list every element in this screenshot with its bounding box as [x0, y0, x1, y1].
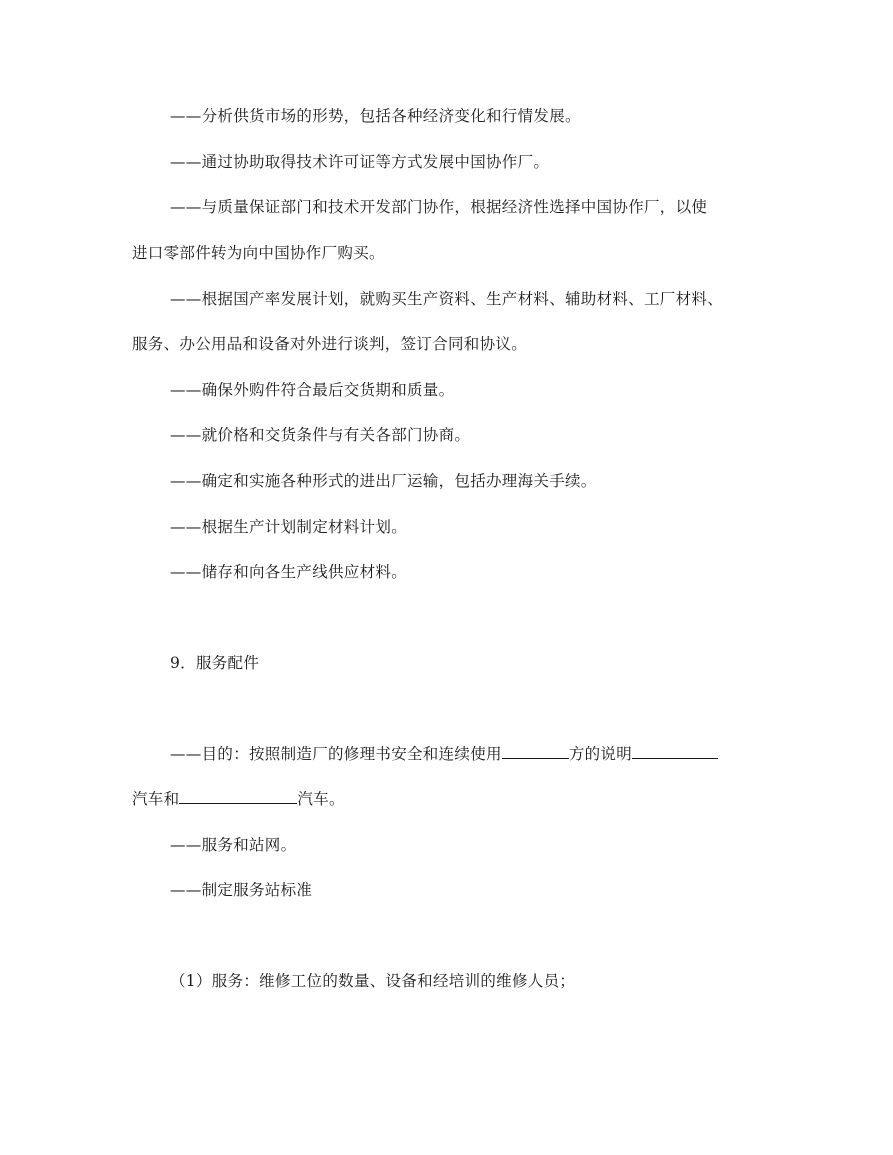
paragraph-service-standards: ——制定服务站标准	[170, 881, 313, 899]
paragraph-service-item-1: （1）服务：维修工位的数量、设备和经培训的维修人员；	[170, 972, 576, 990]
fill-in-blank	[632, 744, 718, 759]
purpose-text-4: 汽车。	[297, 790, 345, 808]
paragraph-negotiation-line1: ——根据国产率发展计划，就购买生产资料、生产材料、辅助材料、工厂材料、	[170, 290, 724, 308]
paragraph-price-terms: ——就价格和交货条件与有关各部门协商。	[170, 426, 471, 444]
section-heading-service-parts: 9．服务配件	[170, 654, 260, 672]
paragraph-develop-partners: ——通过协助取得技术许可证等方式发展中国协作厂。	[170, 153, 550, 171]
paragraph-market-analysis: ——分析供货市场的形势，包括各种经济变化和行情发展。	[170, 107, 581, 125]
paragraph-purpose-line2	[132, 789, 345, 809]
paragraph-negotiation-line2: 服务、办公用品和设备对外进行谈判，签订合同和协议。	[132, 335, 528, 353]
paragraph-quality-cooperation-line2: 进口零部件转为向中国协作厂购买。	[132, 244, 385, 262]
purpose-text-1: ——目的：按照制造厂的修理书安全和连续使用	[170, 745, 502, 763]
fill-in-blank	[502, 744, 569, 759]
paragraph-transport: ——确定和实施各种形式的进出厂运输，包括办理海关手续。	[170, 472, 597, 490]
purpose-text-2: 方的说明	[568, 745, 633, 763]
purpose-text-3: 汽车和	[132, 790, 180, 808]
paragraph-quality-cooperation-line1: ——与质量保证部门和技术开发部门协作，根据经济性选择中国协作厂，以使	[170, 198, 708, 216]
fill-in-blank	[179, 789, 297, 804]
paragraph-material-plan: ——根据生产计划制定材料计划。	[170, 518, 408, 536]
paragraph-delivery-quality: ——确保外购件符合最后交货期和质量。	[170, 381, 455, 399]
paragraph-storage-supply: ——储存和向各生产线供应材料。	[170, 563, 408, 581]
paragraph-service-network: ——服务和站网。	[170, 836, 297, 854]
paragraph-purpose-line1	[170, 744, 718, 764]
